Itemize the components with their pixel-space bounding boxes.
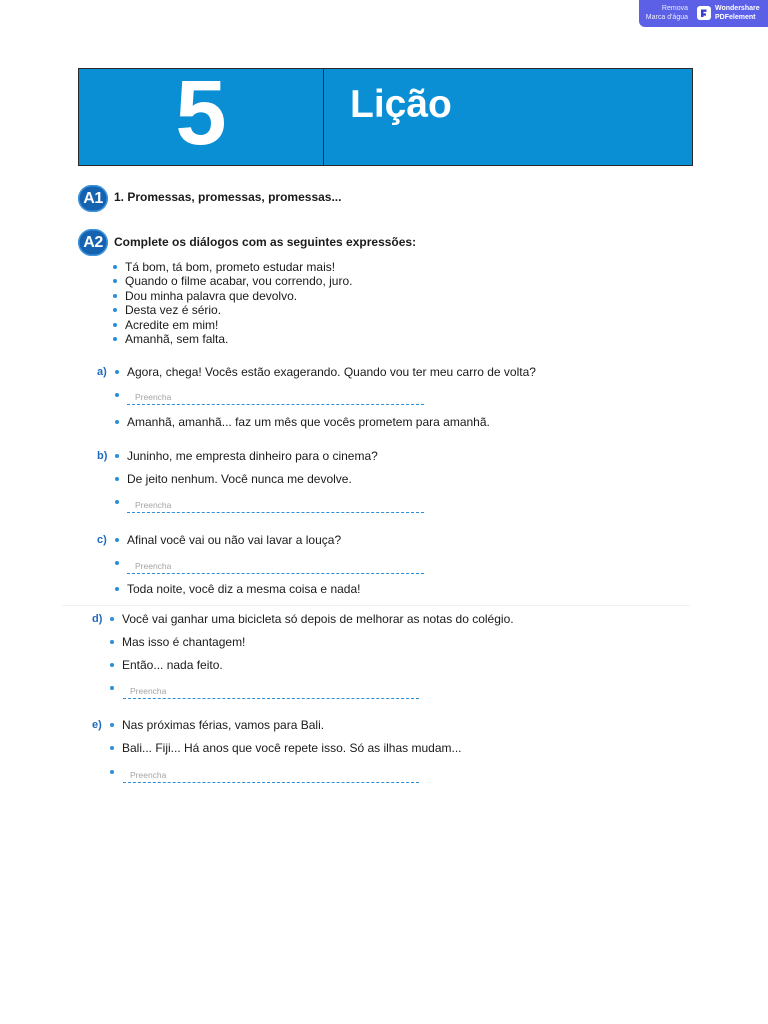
bullet-icon — [110, 770, 114, 774]
dialogue-line: Juninho, me empresta dinheiro para o cinema? — [127, 449, 378, 463]
brand-name — [715, 5, 760, 22]
activity-badge-a2: A2 — [78, 229, 108, 256]
bullet-icon — [115, 454, 119, 458]
list-item — [112, 332, 352, 346]
expression-text: Acredite em mim! — [125, 317, 219, 332]
bullet-icon — [115, 500, 119, 504]
expression-text: Tá bom, tá bom, prometo estudar mais! — [125, 260, 336, 274]
answer-input[interactable] — [127, 558, 424, 574]
bullet-icon — [110, 617, 114, 621]
expression-text: Dou minha palavra que devolvo. — [125, 288, 298, 303]
activity-a2-instruction: Complete os diálogos com as seguintes expressões: — [114, 235, 417, 249]
answer-input[interactable] — [123, 683, 419, 699]
dialogue-line: Afinal você vai ou não vai lavar a louça? — [127, 533, 342, 547]
bullet-icon — [115, 477, 119, 481]
bullet-icon — [113, 294, 117, 298]
dialogue-line: Mas isso é chantagem! — [122, 635, 246, 649]
list-item — [112, 260, 352, 274]
bullet-icon — [115, 370, 119, 374]
dialogue-line: Nas próximas férias, vamos para Bali. — [122, 718, 325, 732]
dialogue-label: a) — [97, 366, 107, 378]
lesson-title: Lição — [350, 83, 452, 126]
list-item — [112, 303, 352, 317]
dialogue-label: c) — [97, 534, 107, 546]
bullet-icon — [113, 337, 117, 341]
expressions-list — [112, 260, 352, 346]
expression-text: Desta vez é sério. — [125, 303, 222, 318]
bullet-icon — [113, 323, 117, 327]
answer-input[interactable] — [127, 497, 424, 513]
lesson-header — [78, 62, 693, 166]
brand-line1: Wondershare — [715, 5, 760, 12]
pdfelement-logo-icon — [697, 6, 711, 20]
lesson-number: 5 — [175, 62, 227, 164]
expression-text: Amanhã, sem falta. — [125, 332, 229, 347]
page-separator — [62, 605, 690, 606]
list-item — [112, 318, 352, 332]
bullet-icon — [115, 538, 119, 542]
list-item — [112, 289, 352, 303]
bullet-icon — [113, 265, 117, 269]
remove-watermark-label — [646, 5, 688, 22]
dialogue-line: Então... nada feito. — [122, 658, 223, 672]
answer-input[interactable] — [123, 767, 419, 783]
remove-watermark-button[interactable] — [639, 0, 768, 27]
remove-watermark-line1: Remova — [661, 5, 688, 12]
brand-line2: PDFelement — [715, 13, 756, 21]
remove-watermark-line2: Marca d'água — [645, 13, 688, 21]
header-divider — [323, 69, 324, 165]
activity-badge-a1: A1 — [78, 185, 108, 212]
dialogue-line: Agora, chega! Vocês estão exagerando. Quando vou ter meu carro de volta? — [127, 365, 536, 379]
bullet-icon — [115, 420, 119, 424]
bullet-icon — [110, 686, 114, 690]
bullet-icon — [113, 279, 117, 283]
list-item — [112, 274, 352, 288]
activity-a1-title: 1. Promessas, promessas, promessas... — [114, 190, 342, 204]
dialogue-line: Você vai ganhar uma bicicleta só depois de melhorar as notas do colégio. — [122, 612, 514, 626]
dialogue-label: e) — [92, 719, 102, 731]
bullet-icon — [115, 393, 119, 397]
bullet-icon — [115, 587, 119, 591]
dialogue-line: Amanhã, amanhã... faz um mês que vocês prometem para amanhã. — [127, 415, 490, 429]
bullet-icon — [110, 746, 114, 750]
answer-input[interactable] — [127, 389, 424, 405]
bullet-icon — [115, 561, 119, 565]
dialogue-label: d) — [92, 613, 103, 625]
dialogue-label: b) — [97, 450, 108, 462]
dialogue-line: Bali... Fiji... Há anos que você repete isso. Só as ilhas mudam... — [122, 741, 462, 755]
bullet-icon — [110, 663, 114, 667]
expression-text: Quando o filme acabar, vou correndo, juro. — [125, 274, 353, 289]
dialogue-line: De jeito nenhum. Você nunca me devolve. — [127, 472, 352, 486]
bullet-icon — [110, 640, 114, 644]
dialogue-line: Toda noite, você diz a mesma coisa e nada! — [127, 582, 361, 596]
bullet-icon — [110, 723, 114, 727]
bullet-icon — [113, 308, 117, 312]
